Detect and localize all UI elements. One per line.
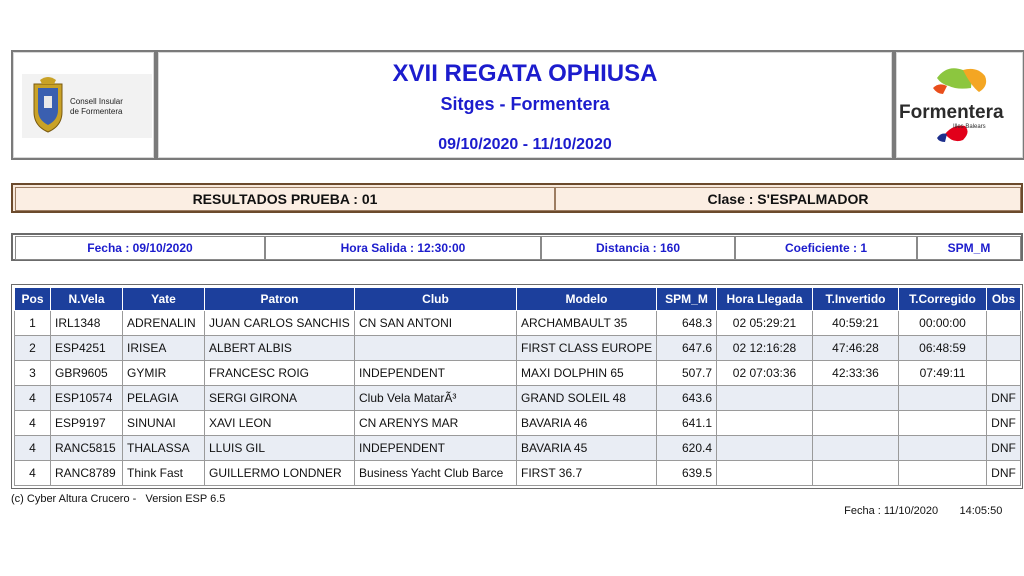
cell-club: Club Vela MatarÃ³: [355, 386, 517, 411]
cell-nvela: RANC8789: [51, 461, 123, 486]
cell-spm: 648.3: [657, 311, 717, 336]
table-row[interactable]: [15, 311, 1021, 336]
cell-spm: 641.1: [657, 411, 717, 436]
cell-t-invertido: [813, 436, 899, 461]
cell-patron: SERGI GIRONA: [205, 386, 355, 411]
cell-nvela: ESP10574: [51, 386, 123, 411]
cell-patron: ALBERT ALBIS: [205, 336, 355, 361]
cell-club: INDEPENDENT: [355, 436, 517, 461]
event-dates: 09/10/2020 - 11/10/2020: [438, 136, 612, 153]
footer-timestamp: [838, 493, 1002, 517]
cell-yate: ADRENALIN: [123, 311, 205, 336]
cell-t-invertido: [813, 411, 899, 436]
cell-obs: DNF: [987, 411, 1021, 436]
cell-nvela: ESP9197: [51, 411, 123, 436]
cell-modelo: BAVARIA 45: [517, 436, 657, 461]
cell-pos: 3: [15, 361, 51, 386]
cell-spm: 507.7: [657, 361, 717, 386]
col-header-obs[interactable]: Obs: [987, 288, 1021, 311]
table-header-row: [15, 288, 1021, 311]
col-header-hora-llegada[interactable]: Hora Llegada: [717, 288, 813, 311]
cell-modelo: MAXI DOLPHIN 65: [517, 361, 657, 386]
results-bar: [11, 183, 1023, 213]
cell-hora-llegada: 02 07:03:36: [717, 361, 813, 386]
cell-patron: GUILLERMO LONDNER: [205, 461, 355, 486]
fecha-label: Fecha : 09/10/2020: [15, 236, 265, 260]
cell-t-invertido: 40:59:21: [813, 311, 899, 336]
cell-club: [355, 336, 517, 361]
title-box: [156, 50, 894, 160]
cell-yate: SINUNAI: [123, 411, 205, 436]
col-header-pos[interactable]: Pos: [15, 288, 51, 311]
col-header-t-invertido[interactable]: T.Invertido: [813, 288, 899, 311]
footer-time: 14:05:50: [959, 505, 1003, 517]
cell-yate: GYMIR: [123, 361, 205, 386]
cell-modelo: BAVARIA 46: [517, 411, 657, 436]
cell-patron: FRANCESC ROIG: [205, 361, 355, 386]
cell-hora-llegada: [717, 461, 813, 486]
cell-pos: 2: [15, 336, 51, 361]
cell-spm: 639.5: [657, 461, 717, 486]
table-row[interactable]: [15, 336, 1021, 361]
cell-obs: DNF: [987, 436, 1021, 461]
cell-hora-llegada: [717, 411, 813, 436]
cell-hora-llegada: [717, 436, 813, 461]
table-row[interactable]: [15, 361, 1021, 386]
cell-modelo: ARCHAMBAULT 35: [517, 311, 657, 336]
sistema-label: SPM_M: [917, 236, 1021, 260]
left-logo-box: [11, 50, 156, 160]
cell-yate: THALASSA: [123, 436, 205, 461]
cell-nvela: ESP4251: [51, 336, 123, 361]
cell-obs: DNF: [987, 386, 1021, 411]
cell-t-corregido: [899, 386, 987, 411]
cell-t-invertido: [813, 386, 899, 411]
formentera-logo-text: Formentera: [899, 102, 1004, 123]
col-header-spm[interactable]: SPM_M: [657, 288, 717, 311]
cell-nvela: IRL1348: [51, 311, 123, 336]
cell-yate: PELAGIA: [123, 386, 205, 411]
cell-club: CN SAN ANTONI: [355, 311, 517, 336]
cell-t-corregido: 06:48:59: [899, 336, 987, 361]
cell-pos: 4: [15, 386, 51, 411]
table-row[interactable]: [15, 411, 1021, 436]
cell-nvela: GBR9605: [51, 361, 123, 386]
cell-yate: Think Fast: [123, 461, 205, 486]
cell-t-corregido: 07:49:11: [899, 361, 987, 386]
formentera-logo: [897, 56, 1023, 156]
cell-spm: 620.4: [657, 436, 717, 461]
hora-salida-label: Hora Salida : 12:30:00: [265, 236, 541, 260]
cell-pos: 1: [15, 311, 51, 336]
col-header-nvela[interactable]: N.Vela: [51, 288, 123, 311]
coat-of-arms-icon: [34, 77, 62, 132]
logo-text-line-1: Consell Insular: [70, 97, 123, 106]
cell-nvela: RANC5815: [51, 436, 123, 461]
cell-t-invertido: 42:33:36: [813, 361, 899, 386]
logo-text-line-2: de Formentera: [70, 107, 123, 116]
cell-modelo: GRAND SOLEIL 48: [517, 386, 657, 411]
consell-insular-logo: [22, 74, 152, 138]
table-row[interactable]: [15, 386, 1021, 411]
cell-spm: 643.6: [657, 386, 717, 411]
col-header-club[interactable]: Club: [355, 288, 517, 311]
cell-t-invertido: 47:46:28: [813, 336, 899, 361]
cell-club: Business Yacht Club Barce: [355, 461, 517, 486]
cell-obs: DNF: [987, 461, 1021, 486]
col-header-modelo[interactable]: Modelo: [517, 288, 657, 311]
cell-obs: [987, 361, 1021, 386]
cell-modelo: FIRST CLASS EUROPE: [517, 336, 657, 361]
cell-modelo: FIRST 36.7: [517, 461, 657, 486]
page-subtitle: Sitges - Formentera: [440, 94, 610, 114]
cell-patron: LLUIS GIL: [205, 436, 355, 461]
cell-obs: [987, 311, 1021, 336]
col-header-yate[interactable]: Yate: [123, 288, 205, 311]
cell-pos: 4: [15, 461, 51, 486]
race-info-bar: [11, 233, 1023, 261]
right-logo-box: [894, 50, 1024, 160]
cell-t-invertido: [813, 461, 899, 486]
cell-pos: 4: [15, 411, 51, 436]
cell-club: INDEPENDENT: [355, 361, 517, 386]
col-header-t-corregido[interactable]: T.Corregido: [899, 288, 987, 311]
cell-hora-llegada: 02 12:16:28: [717, 336, 813, 361]
results-table: [14, 287, 1021, 486]
distancia-label: Distancia : 160: [541, 236, 735, 260]
col-header-patron[interactable]: Patron: [205, 288, 355, 311]
table-row[interactable]: [15, 436, 1021, 461]
cell-patron: XAVI LEON: [205, 411, 355, 436]
cell-t-corregido: [899, 411, 987, 436]
cell-obs: [987, 336, 1021, 361]
cell-hora-llegada: [717, 386, 813, 411]
formentera-logo-subtext: Illes Balears: [953, 124, 986, 130]
coeficiente-label: Coeficiente : 1: [735, 236, 917, 260]
footer-version: (c) Cyber Altura Crucero - Version ESP 6.5: [11, 493, 226, 505]
prueba-label: RESULTADOS PRUEBA : 01: [15, 187, 555, 211]
cell-pos: 4: [15, 436, 51, 461]
page-title: XVII REGATA OPHIUSA: [392, 60, 658, 87]
footer-fecha: Fecha : 11/10/2020: [844, 505, 939, 517]
cell-yate: IRISEA: [123, 336, 205, 361]
table-row[interactable]: [15, 461, 1021, 486]
cell-t-corregido: 00:00:00: [899, 311, 987, 336]
results-table-frame: [11, 284, 1023, 489]
cell-t-corregido: [899, 461, 987, 486]
clase-label: Clase : S'ESPALMADOR: [555, 187, 1021, 211]
cell-patron: JUAN CARLOS SANCHIS: [205, 311, 355, 336]
cell-hora-llegada: 02 05:29:21: [717, 311, 813, 336]
cell-spm: 647.6: [657, 336, 717, 361]
cell-t-corregido: [899, 436, 987, 461]
cell-club: CN ARENYS MAR: [355, 411, 517, 436]
